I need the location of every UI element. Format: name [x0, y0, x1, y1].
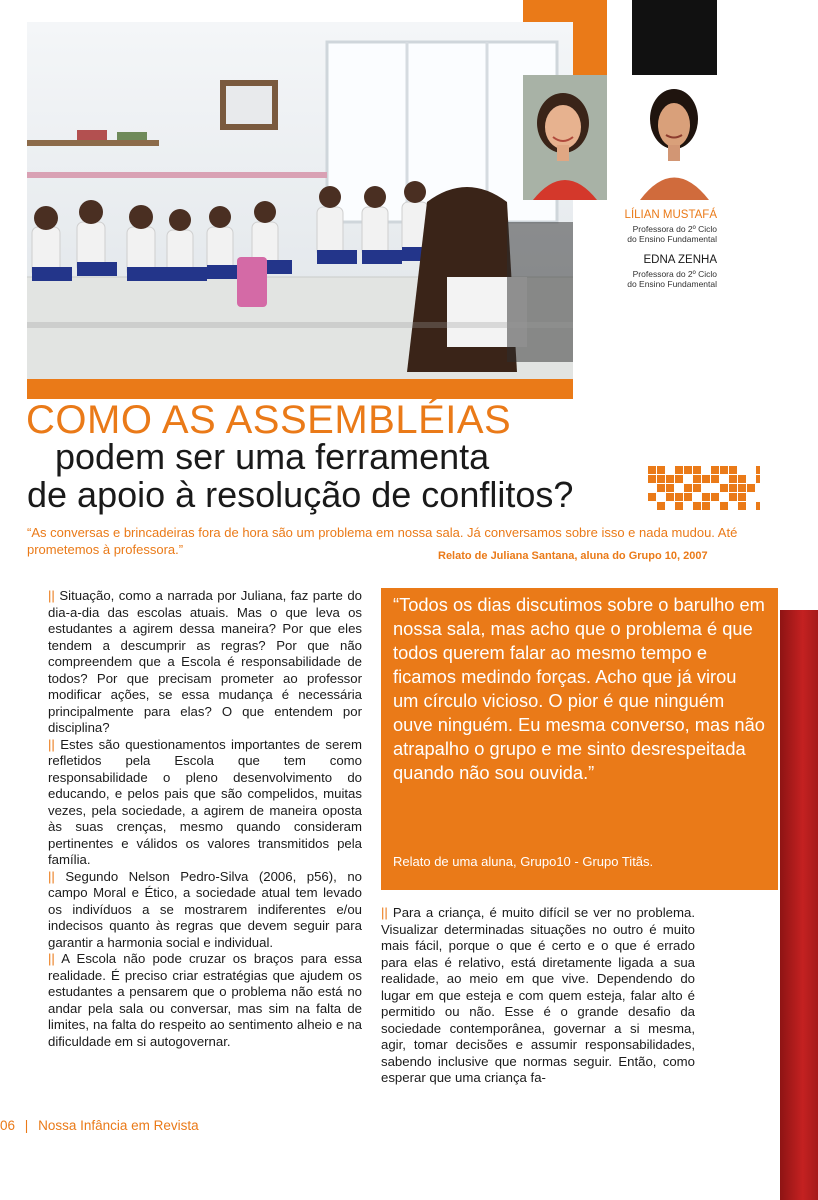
pattern-square — [693, 502, 701, 510]
pattern-square — [747, 484, 755, 492]
pull-quote-source: Relato de uma aluna, Grupo10 - Grupo Titãs. — [393, 854, 654, 869]
pattern-square — [756, 502, 760, 510]
paragraph — [48, 588, 362, 737]
pattern-square — [756, 475, 760, 483]
decorative-red-bar — [780, 610, 818, 1200]
pattern-square — [729, 475, 737, 483]
paragraph — [48, 951, 362, 1050]
pattern-square — [756, 466, 760, 474]
pattern-square — [693, 466, 701, 474]
pattern-square — [657, 475, 665, 483]
paragraph-marker: || — [48, 588, 55, 603]
author-name-2: EDNA ZENHA — [643, 254, 717, 266]
classroom-photo — [27, 22, 573, 379]
pattern-square — [657, 484, 665, 492]
body-column-1 — [48, 588, 362, 1050]
paragraph-text: Situação, como a narrada por Juliana, faz parte do dia-a-dia das escolas atuais. Mas o que leva os estudantes a agirem dessa maneira? Por que eles tendem a descumprir as regras? Por que não compreendem que a Escola é responsabilidade de todos? Por que precisam prometer ao professor modificar ações, se essa mudança é necessária principalmente para elas? O que entendem por disciplina? — [48, 588, 362, 735]
pattern-square — [657, 502, 665, 510]
author-role-1a: Professora do 2º Ciclo — [632, 224, 717, 234]
pattern-square — [675, 502, 683, 510]
decorative-checker-pattern — [648, 466, 760, 512]
author-name-1: LÍLIAN MUSTAFÁ — [624, 209, 717, 221]
title-line-1: COMO AS ASSEMBLÉIAS — [26, 398, 512, 442]
author-portrait-edna — [632, 75, 717, 200]
paragraph-marker: || — [381, 905, 388, 920]
page-footer — [0, 1118, 199, 1133]
page-number: 06 — [0, 1118, 16, 1133]
paragraph — [48, 869, 362, 952]
pattern-square — [729, 484, 737, 492]
paragraph-text: Segundo Nelson Pedro-Silva (2006, p56), no campo Moral e Ético, a sociedade atual tem levado os indivíduos a se mostrarem indiferentes e/ou indecisos quanto às regras que devem seguir para garantir a harmonia social e individual. — [48, 868, 362, 950]
paragraph-text: Para a criança, é muito difícil se ver no problema. Visualizar determinadas situações no outro é muito mais fácil, porque o que é certo e o que é errado para elas é relativo, está diretamente ligada a sua realidade, ao meio em que vive. Dependendo do lugar em que esteja e com quem esteja, falar alto é permitido ou não. Esse é o grande desafio da sociedade contemporânea, governar a si mesma, agir, tomar decisões e assumir responsabilidades, sabendo inclusive que normas seguir. Então, como esperar que uma criança fa- — [381, 905, 695, 1085]
author-role-2a: Professora do 2º Ciclo — [632, 269, 717, 279]
paragraph — [381, 905, 695, 1087]
title-line-3: de apoio à resolução de conflitos? — [27, 474, 574, 515]
pattern-square — [648, 493, 656, 501]
pattern-square — [711, 475, 719, 483]
magazine-name: Nossa Infância em Revista — [38, 1118, 199, 1133]
paragraph-text: A Escola não pode cruzar os braços para essa realidade. É preciso criar estratégias que ajudem os estudantes a pensarem que o problema não está no andar pela sala ou conversar, mas sim na falta de limites, na falta do respeito ao sentimento alheio e na dificuldade em si autogovernar. — [48, 951, 362, 1049]
black-header-block — [632, 0, 717, 75]
pattern-square — [648, 475, 656, 483]
pattern-square — [720, 484, 728, 492]
author-role-2b: do Ensino Fundamental — [627, 279, 717, 289]
pattern-square — [711, 493, 719, 501]
pull-quote-box — [381, 588, 778, 890]
author-role-1b: do Ensino Fundamental — [627, 234, 717, 244]
lead-source: Relato de Juliana Santana, aluna do Grupo 10, 2007 — [438, 550, 708, 562]
pattern-square — [666, 484, 674, 492]
photo-orange-bar — [27, 379, 573, 399]
pattern-square — [738, 484, 746, 492]
pattern-square — [684, 484, 692, 492]
pattern-square — [648, 466, 656, 474]
paragraph-marker: || — [48, 868, 55, 884]
paragraph-marker: || — [48, 951, 55, 966]
pattern-square — [720, 502, 728, 510]
paragraph-text: Estes são questionamentos importantes de serem refletidos pela Escola que tem como responsabilidade o pleno desenvolvimento do educando, e pelos pais que são compelidos, muitas vezes, pela sociedade, a agirem de maneira oposta às suas crenças, mesmo quando consideram pertinentes e válidos os valores transmitidos pela família. — [48, 736, 362, 867]
pattern-square — [702, 493, 710, 501]
pattern-square — [684, 466, 692, 474]
paragraph-marker: || — [48, 736, 55, 752]
pattern-square — [729, 466, 737, 474]
pattern-square — [657, 466, 665, 474]
title-line-2: podem ser uma ferramenta — [55, 436, 490, 477]
pattern-square — [666, 493, 674, 501]
pattern-square — [738, 502, 746, 510]
pattern-square — [675, 466, 683, 474]
footer-separator: | — [24, 1118, 29, 1133]
pattern-square — [711, 466, 719, 474]
pattern-square — [675, 493, 683, 501]
pattern-square — [666, 475, 674, 483]
pattern-square — [693, 475, 701, 483]
pattern-square — [693, 484, 701, 492]
author-portrait-lilian — [523, 75, 607, 200]
body-column-2 — [381, 905, 695, 1087]
pattern-square — [702, 475, 710, 483]
pull-quote-text: “Todos os dias discutimos sobre o barulho em nossa sala, mas acho que o problema é que todos querem falar ao mesmo tempo e ficamos medindo forças. Acho que já virou um círculo vicioso. O pior é que ninguém ouve ninguém. Eu mesma converso, mas não atrapalho o grupo e me sinto desrespeitada quando não sou ouvida.” — [393, 594, 765, 783]
paragraph — [48, 737, 362, 869]
pattern-square — [738, 493, 746, 501]
pattern-square — [720, 466, 728, 474]
pattern-square — [738, 475, 746, 483]
lead-quote: “As conversas e brincadeiras fora de hora são um problema em nossa sala. Já conversamos sobre isso e nada mudou. Até prometemos à professora.” — [27, 525, 738, 557]
pattern-square — [684, 493, 692, 501]
pattern-square — [729, 493, 737, 501]
pattern-square — [702, 502, 710, 510]
pattern-square — [675, 475, 683, 483]
